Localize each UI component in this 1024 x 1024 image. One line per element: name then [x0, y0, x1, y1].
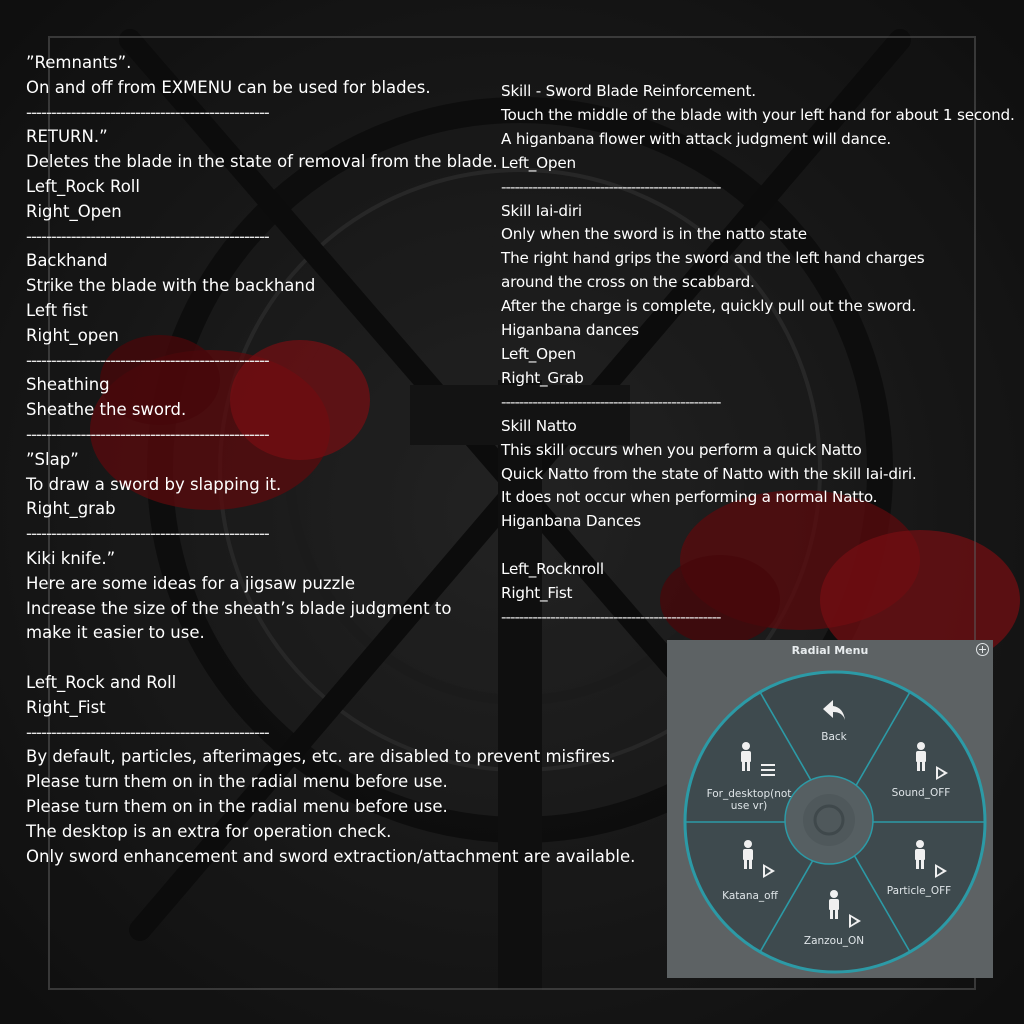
person-icon	[827, 890, 841, 920]
text-line: Deletes the blade in the state of removal from the blade.	[26, 152, 498, 172]
text-line: RETURN.”	[26, 127, 108, 147]
text-line: make it easier to use.	[26, 623, 205, 643]
text-line: Backhand	[26, 251, 108, 271]
text-line: Right_Fist	[26, 697, 106, 717]
radial-item-particle[interactable]	[873, 838, 965, 898]
radial-item-back[interactable]	[804, 696, 864, 752]
radial-item-label: Particle_OFF	[886, 885, 952, 897]
text-line: Left_Rocknroll	[501, 560, 604, 579]
separator-line: -------------------------------------------------	[26, 424, 269, 444]
text-line: Right_grab	[26, 499, 116, 519]
radial-item-label: Sound_OFF	[891, 787, 951, 799]
text-line: Kiki knife.”	[26, 548, 116, 568]
person-icon	[913, 840, 927, 870]
text-line	[26, 646, 666, 671]
back-arrow-icon	[819, 696, 849, 726]
text-line: This skill occurs when you perform a quick Natto	[501, 440, 862, 459]
text-line: It does not occur when performing a normal Natto.	[501, 488, 878, 507]
text-line: Please turn them on in the radial menu before use.	[26, 772, 448, 792]
radial-item-sound[interactable]	[880, 740, 962, 804]
text-line: Skill Natto	[501, 416, 577, 435]
text-line: Touch the middle of the blade with your left hand for about 1 second.	[501, 105, 1015, 124]
play-icon	[935, 864, 947, 878]
text-line: Increase the size of the sheath’s blade judgment to	[26, 598, 452, 618]
text-line: The right hand grips the sword and the left hand charges	[501, 249, 925, 268]
add-icon[interactable]	[976, 643, 989, 656]
radial-item-desktop[interactable]	[697, 740, 801, 820]
text-line: ”Slap”	[26, 449, 79, 469]
text-line: Left_Rock Roll	[26, 176, 140, 196]
separator-line: -------------------------------------------------	[26, 102, 269, 122]
radial-item-label: Back	[821, 731, 847, 743]
play-icon	[763, 864, 775, 878]
text-line: Right_Open	[26, 201, 122, 221]
separator-line: -------------------------------------------------	[26, 226, 269, 246]
text-line: Sheathing	[26, 375, 110, 395]
text-line: Right_Grab	[501, 368, 584, 387]
radial-menu-title: Radial Menu	[791, 644, 869, 657]
text-line: On and off from EXMENU can be used for blades.	[26, 77, 431, 97]
radial-item-label: For_desktop(not use vr)	[706, 788, 792, 812]
play-icon	[936, 766, 948, 780]
text-line: A higanbana flower with attack judgment will dance.	[501, 129, 892, 148]
text-line: By default, particles, afterimages, etc. are disabled to prevent misfires.	[26, 747, 616, 767]
radial-item-label: Katana_off	[722, 890, 778, 902]
text-line: Left_Open	[501, 344, 576, 363]
right-instructions	[501, 80, 1021, 630]
separator-line: -------------------------------------------------	[26, 524, 269, 544]
radial-item-label: Zanzou_ON	[803, 935, 865, 947]
text-line: Skill Iai-diri	[501, 201, 582, 220]
text-line: Higanbana dances	[501, 321, 639, 340]
separator-line: -------------------------------------------------	[501, 177, 721, 196]
text-line: Right_open	[26, 325, 119, 345]
menu-list-icon	[761, 764, 775, 776]
text-line: Quick Natto from the state of Natto with the skill Iai-diri.	[501, 464, 917, 483]
text-line: Right_Fist	[501, 584, 573, 603]
text-line: Please turn them on in the radial menu before use.	[26, 796, 448, 816]
separator-line: -------------------------------------------------	[501, 392, 721, 411]
text-line: ”Remnants”.	[26, 53, 132, 72]
person-icon	[739, 742, 753, 772]
text-line: Left_Open	[501, 153, 576, 172]
text-line: Only when the sword is in the natto state	[501, 225, 807, 244]
person-icon	[914, 742, 928, 772]
text-line: To draw a sword by slapping it.	[26, 474, 282, 494]
text-line: Higanbana Dances	[501, 512, 641, 531]
text-line: Here are some ideas for a jigsaw puzzle	[26, 573, 355, 593]
text-line: Left fist	[26, 300, 88, 320]
radial-item-katana[interactable]	[705, 838, 795, 904]
text-line	[501, 534, 1021, 558]
text-line: Sheathe the sword.	[26, 400, 187, 420]
play-icon	[849, 914, 861, 928]
text-line: Strike the blade with the backhand	[26, 276, 316, 296]
text-line: After the charge is complete, quickly pull out the sword.	[501, 297, 916, 316]
text-line: Skill - Sword Blade Reinforcement.	[501, 82, 756, 100]
text-line: Left_Rock and Roll	[26, 672, 177, 692]
text-line: around the cross on the scabbard.	[501, 273, 755, 292]
radial-item-zanzou[interactable]	[791, 888, 877, 950]
radial-menu-panel	[667, 640, 993, 978]
text-line: Only sword enhancement and sword extraction/attachment are available.	[26, 846, 636, 866]
text-line: The desktop is an extra for operation check.	[26, 821, 392, 841]
separator-line: -------------------------------------------------	[501, 607, 721, 626]
separator-line: -------------------------------------------------	[26, 722, 269, 742]
separator-line: -------------------------------------------------	[26, 350, 269, 370]
person-icon	[741, 840, 755, 870]
